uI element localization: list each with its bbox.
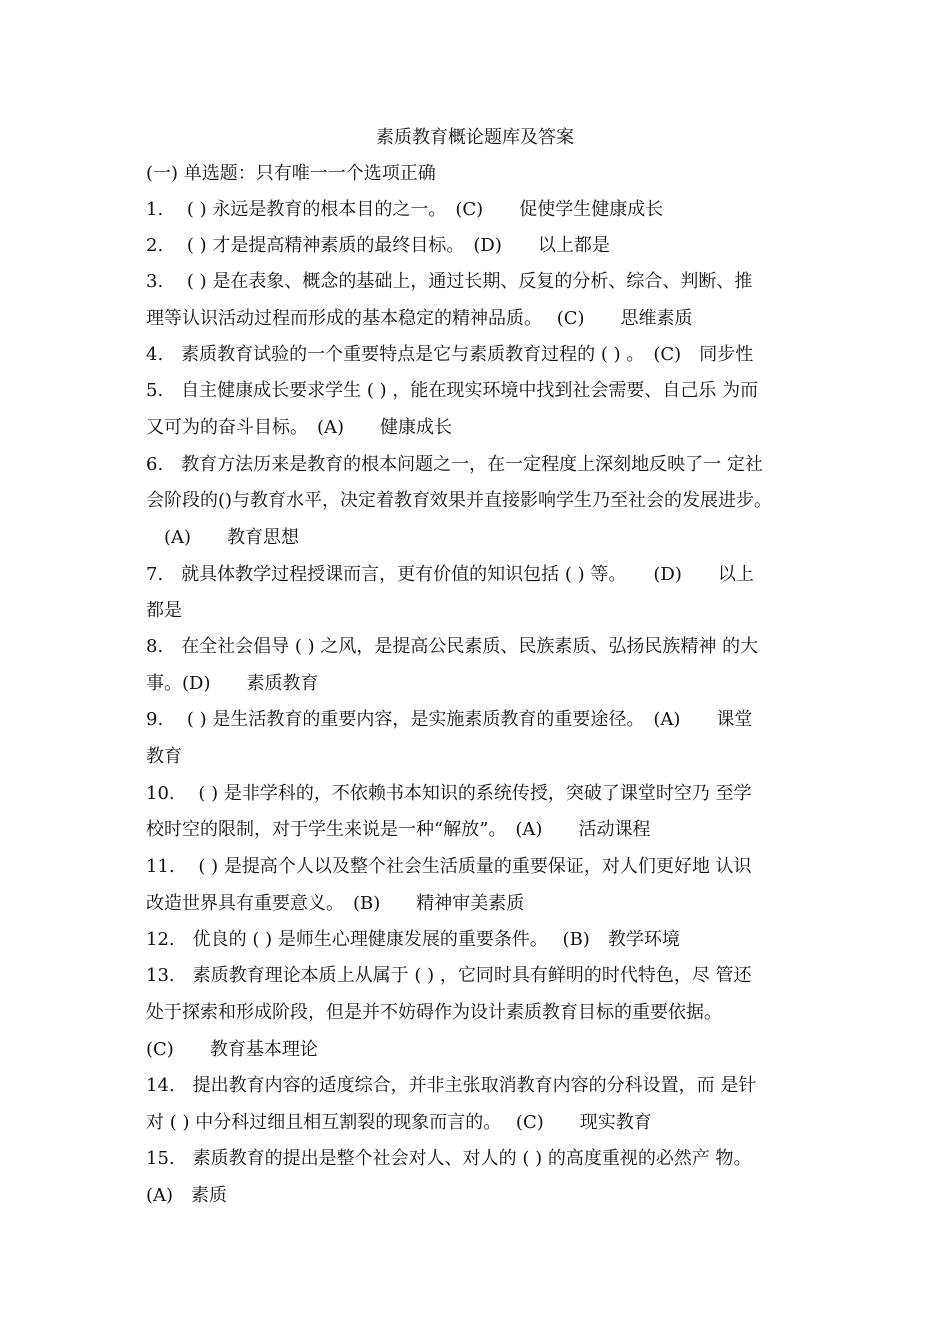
question-line: (A) 素质 [146, 1185, 228, 1206]
question-line: 对 ( ) 中分科过细且相互割裂的现象而言的。 (C) 现实教育 [146, 1112, 652, 1133]
question-line: 14. 提出教育内容的适度综合，并非主张取消教育内容的分科设置，而 是针 [146, 1075, 757, 1096]
question-line: 11. ( ) 是提高个人以及整个社会生活质量的重要保证，对人们更好地 认识 [146, 856, 752, 877]
question-line: 8. 在全社会倡导 ( ) 之风，是提高公民素质、民族素质、弘扬民族精神 的大 [146, 636, 759, 657]
question-line: 4. 素质教育试验的一个重要特点是它与素质教育过程的 ( ) 。 (C) 同步性 [146, 344, 754, 365]
question-line: 理等认识活动过程而形成的基本稳定的精神品质。 (C) 思维素质 [146, 308, 693, 329]
question-line: 改造世界具有重要意义。 (B) 精神审美素质 [146, 893, 525, 914]
question-line: 5. 自主健康成长要求学生 ( ) ，能在现实环境中找到社会需要、自己乐 为而 [146, 380, 759, 401]
question-line: 都是 [146, 600, 182, 621]
question-line: 处于探索和形成阶段，但是并不妨碍作为设计素质教育目标的重要依据。 [146, 1002, 722, 1023]
question-line: 又可为的奋斗目标。 (A) 健康成长 [146, 417, 453, 438]
question-line: 教育 [146, 746, 182, 767]
question-line: 7. 就具体教学过程授课而言，更有价值的知识包括 ( ) 等。 (D) 以上 [146, 564, 754, 585]
question-line: 6. 教育方法历来是教育的根本问题之一，在一定程度上深刻地反映了一 定社 [146, 454, 763, 475]
question-line: 15. 素质教育的提出是整个社会对人、对人的 ( ) 的高度重视的必然产 物。 [146, 1148, 752, 1169]
question-line: (C) 教育基本理论 [146, 1039, 318, 1060]
question-line: 校时空的限制，对于学生来说是一种“解放”。 (A) 活动课程 [146, 819, 651, 840]
question-line: 13. 素质教育理论本质上从属于 ( ) ，它同时具有鲜明的时代特色，尽 管还 [146, 965, 752, 986]
question-line: 3. ( ) 是在表象、概念的基础上，通过长期、反复的分析、综合、判断、推 [146, 271, 753, 292]
question-line: 9. ( ) 是生活教育的重要内容，是实施素质教育的重要途径。 (A) 课堂 [146, 709, 753, 730]
question-line: 会阶段的()与教育水平，决定着教育效果并直接影响学生乃至社会的发展进步。 [146, 490, 773, 511]
document-title: 素质教育概论题库及答案 [376, 127, 574, 148]
question-line: 事。(D) 素质教育 [146, 673, 319, 694]
question-line: 2. ( ) 才是提高精神素质的最终目标。 (D) 以上都是 [146, 235, 610, 256]
question-line: 10. ( ) 是非学科的，不依赖书本知识的系统传授，突破了课堂时空乃 至学 [146, 783, 752, 804]
question-line: 1. ( ) 永远是教育的根本目的之一。 (C) 促使学生健康成长 [146, 199, 664, 220]
question-line: (A) 教育思想 [146, 527, 300, 548]
question-line: 12. 优良的 ( ) 是师生心理健康发展的重要条件。 (B) 教学环境 [146, 929, 680, 950]
section-heading: (一) 单选题：只有唯一一个选项正确 [146, 163, 436, 184]
